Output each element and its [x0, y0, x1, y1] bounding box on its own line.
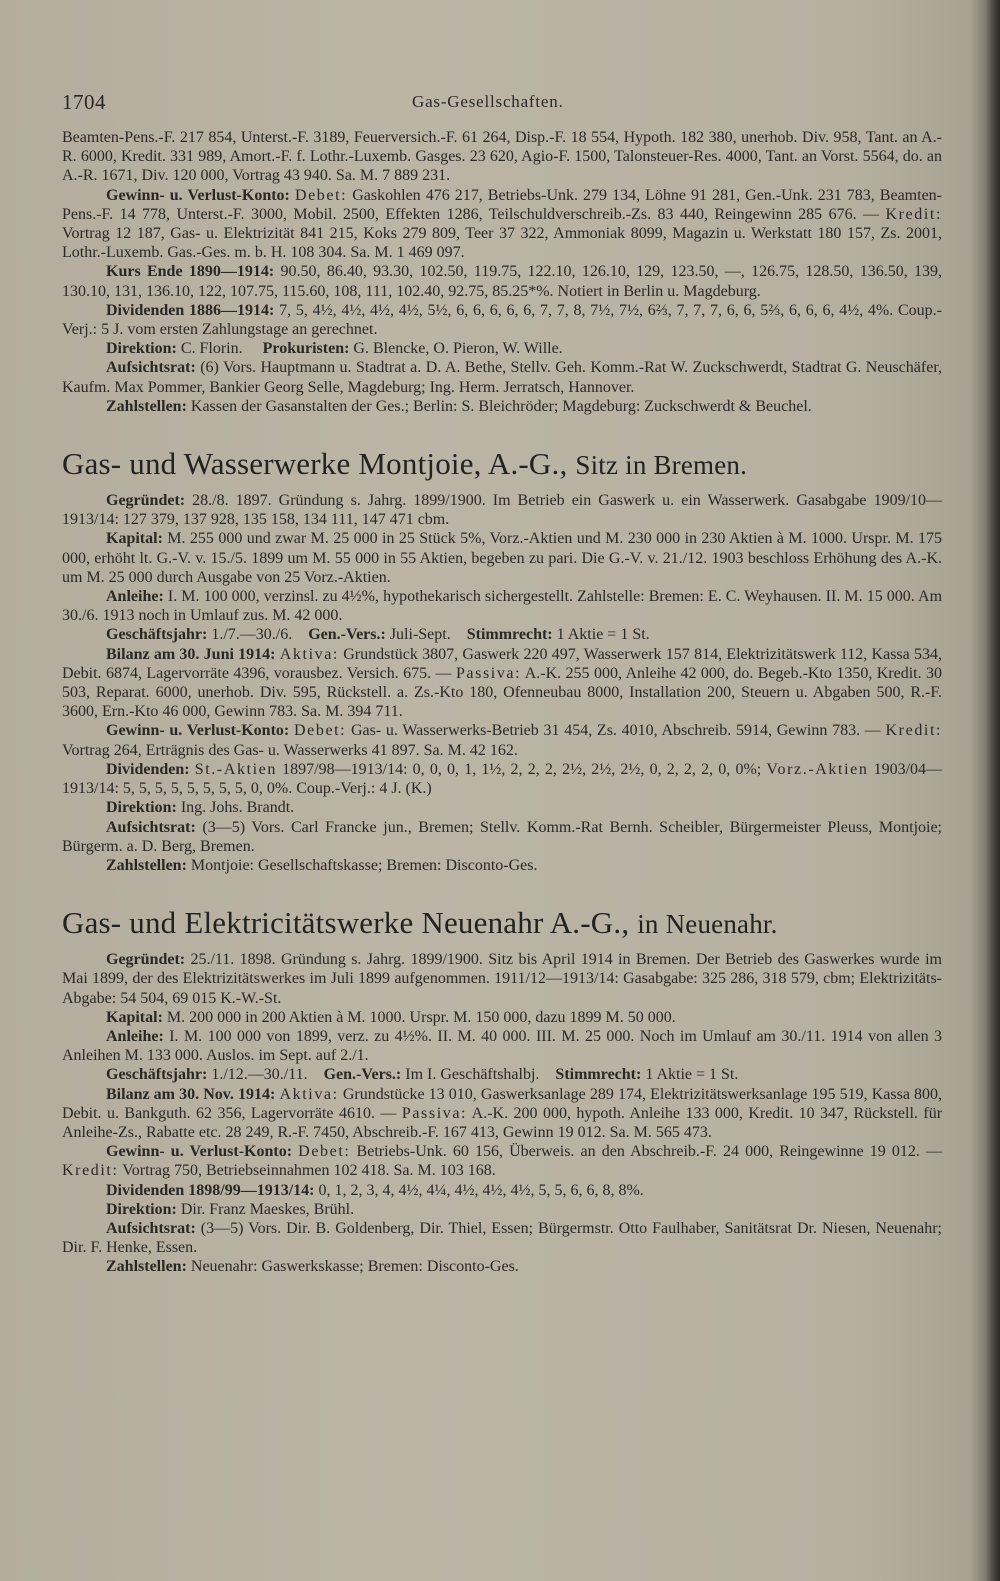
paying-agents-paragraph: Zahlstellen: Neuenahr: Gaswerkskasse; Bremen: Disconto-Ges. [106, 1258, 519, 1276]
balance-paragraph: Bilanz am 30. Nov. 1914: Aktiva: Grundstücke 13 010, Gaswerksanlage 289 174, Elektrizitätswerksanlage 195 519, Kassa 800, Debit. u. Bankguth. 62 356, Lagervorräte 4610. — Passiva: A.-K. 200 000, hypoth. Anleihe 133 000, Kredit. 10 347, Rückstell. für Anleihe-Zs., Rabatte etc. 28 249, R.-F. 7450, Abschreib.-F. 167 413, Gewinn 19 012. Sa. M. 565 473. [62, 1085, 943, 1141]
balance-continuation: Beamten-Pens.-F. 217 854, Unterst.-F. 3189, Feuerversich.-F. 61 264, Disp.-F. 18 554, Hypoth. 182 380, unerhob. Div. 958, Tant. an A.-R. 6000, Kredit. 331 989, Amort.-F. f. Lothr.-Luxemb. Gasges. 23 620, Agio-F. 1500, Talonsteuer-Res. 4000, Tant. an Vorst. 5564, do. an A.-R. 1671, Div. 120 000, Vortrag 43 940. Sa. M. 7 889 231. [62, 129, 942, 185]
direction-paragraph: Direktion: Dir. Franz Maeskes, Brühl. [106, 1200, 355, 1218]
fiscal-year-paragraph: Geschäftsjahr: 1./12.—30./11. Gen.-Vers.: Im I. Geschäftshalbj. Stimmrecht: 1 Aktie = 1 St. [106, 1066, 739, 1084]
profit-loss-paragraph: Gewinn- u. Verlust-Konto: Debet: Gaskohlen 476 217, Betriebs-Unk. 279 134, Löhne 91 281, Gen.-Unk. 231 783, Beamten-Pens.-F. 14 778, Unterst.-F. 3000, Mobil. 2500, Effekten 1286, Teilschuldverschreib.-Zs. 83 440, Reingewinn 285 676. — Kredit: Vortrag 12 187, Gas- u. Elektrizität 841 215, Koks 279 809, Teer 37 322, Ammoniak 8099, Magazin u. Werkstatt 180 157, Zs. 2001, Lothr.-Luxemb. Gas.-Ges. m. b. H. 108 304. Sa. M. 1 469 097. [62, 186, 943, 262]
founded-paragraph: Gegründet: 28./8. 1897. Gründung s. Jahrg. 1899/1900. Im Betrieb ein Gaswerk u. ein Wasserwerk. Gasabgabe 1909/10—1913/14: 127 379, 137 928, 135 158, 134 111, 147 471 cbm. [62, 492, 943, 529]
company-entry-montjoie [62, 446, 942, 875]
running-title: Gas-Gesellschaften. [412, 92, 564, 111]
company-heading: Gas- und Elektricitätswerke Neuenahr A.-G., in Neuenahr. [62, 905, 778, 941]
capital-paragraph: Kapital: M. 255 000 und zwar M. 25 000 in 25 Stück 5%, Vorz.-Aktien und M. 230 000 in 230 Aktien à M. 1000. Urspr. M. 175 000, erhöht lt. G.-V. v. 15./5. 1899 um M. 55 000 in 55 Aktien, begeben zu pari. Die G.-V. v. 21./12. 1903 beschloss Erhöhung des A.-K. um M. 25 000 durch Ausgabe von 25 Vorz.-Aktien. [62, 530, 942, 586]
fiscal-year-paragraph: Geschäftsjahr: 1./7.—30./6. Gen.-Vers.: Juli-Sept. Stimmrecht: 1 Aktie = 1 St. [106, 626, 650, 644]
founded-paragraph: Gegründet: 25./11. 1898. Gründung s. Jahrg. 1899/1900. Sitz bis April 1914 in Bremen. Der Betrieb des Gaswerkes wurde im Mai 1899, der des Elektrizitätswerkes im Juli 1899 aufgenommen. 1911/12—1913/14: Gasabgabe: 325 286, 318 579, cbm; Elektrizitäts-Abgabe: 54 504, 69 015 K.-W.-St. [62, 951, 943, 1007]
supervisory-board-paragraph: Aufsichtsrat: (6) Vors. Hauptmann u. Stadtrat a. D. A. Bethe, Stellv. Geh. Komm.-Rat W. Zuckschwerdt, Stadtrat G. Neuschäfer, Kaufm. Max Pommer, Bankier Georg Selle, Magdeburg; Ing. Herm. Jerratsch, Hannover. [62, 359, 943, 396]
profit-loss-paragraph: Gewinn- u. Verlust-Konto: Debet: Betriebs-Unk. 60 156, Überweis. an den Abschreib.-F. 24 000, Reingewinne 19 012. — Kredit: Vortrag 750, Betriebseinnahmen 102 418. Sa. M. 103 168. [62, 1143, 942, 1180]
paying-agents-paragraph: Zahlstellen: Montjoie: Gesellschaftskasse; Bremen: Disconto-Ges. [106, 856, 538, 874]
dividends-paragraph: Dividenden 1886—1914: 7, 5, 4½, 4½, 4½, 4½, 5½, 6, 6, 6, 6, 6, 7, 7, 8, 7½, 7½, 6⅔, 7, 7, 7, 6, 6, 5⅔, 6, 6, 6, 4½, 4%. Coup.-Verj.: 5 J. vom ersten Zahlungstage an gerechnet. [62, 301, 943, 339]
page-header [62, 90, 942, 116]
text-column [62, 128, 942, 1277]
loan-paragraph: Anleihe: I. M. 100 000, verzinsl. zu 4½%, hypothekarisch sichergestellt. Zahlstelle: Bremen: E. C. Weyhausen. II. M. 15 000. Am 30./6. 1913 noch in Umlauf zus. M. 42 000. [62, 588, 943, 625]
dividends-paragraph: Dividenden: St.-Aktien 1897/98—1913/14: 0, 0, 0, 1, 1½, 2, 2, 2, 2½, 2½, 2½, 0, 2, 2, 2, 0, 0%; Vorz.-Aktien 1903/04—1913/14: 5, 5, 5, 5, 5, 5, 5, 5, 0, 0%. Coup.-Verj.: 4 J. (K.) [62, 760, 943, 798]
loan-paragraph: Anleihe: I. M. 100 000 von 1899, verz. zu 4½%. II. M. 40 000. III. M. 25 000. Noch im Umlauf am 30./11. 1914 von allen 3 Anleihen M. 133 000. Auslos. im Sept. auf 2./1. [62, 1027, 943, 1065]
kurs-paragraph: Kurs Ende 1890—1914: 90.50, 86.40, 93.30, 102.50, 119.75, 122.10, 126.10, 129, 123.50, —, 126.75, 128.50, 136.50, 139, 130.10, 131, 136.10, 122, 107.75, 115.60, 108, 111, 102.40, 92.75, 85.25*%. Notiert in Berlin u. Magdeburg. [62, 263, 943, 300]
page-number: 1704 [62, 90, 106, 114]
direction-paragraph: Direktion: C. Florin. Prokuristen: G. Blencke, O. Pieron, W. Wille. [106, 340, 563, 358]
intro-block [62, 128, 942, 416]
profit-loss-paragraph: Gewinn- u. Verlust-Konto: Debet: Gas- u. Wasserwerks-Betrieb 31 454, Zs. 4010, Abschreib. 5914, Gewinn 783. — Kredit: Vortrag 264, Erträgnis des Gas- u. Wasserwerks 41 897. Sa. M. 42 162. [62, 722, 943, 759]
supervisory-board-paragraph: Aufsichtsrat: (3—5) Vors. Carl Francke jun., Bremen; Stellv. Komm.-Rat Bernh. Scheibler, Bürgermeister Pleuss, Montjoie; Bürgerm. a. D. Berg, Bremen. [62, 818, 943, 855]
paying-agents-paragraph: Zahlstellen: Kassen der Gasanstalten der Ges.; Berlin: S. Bleichröder; Magdeburg: Zuckschwerdt & Beuchel. [106, 397, 812, 415]
balance-paragraph: Bilanz am 30. Juni 1914: Aktiva: Grundstück 3807, Gaswerk 220 497, Wasserwerk 157 814, Elektrizitätswerk 112, Kassa 534, Debit. 6874, Lagervorräte 4396, vorausbez. Versich. 675. — Passiva: A.-K. 255 000, Anleihe 42 000, do. Begeb.-Kto 1350, Kredit. 30 503, Reparat. 6000, unerhob. Div. 595, Rückstell. a. Zs.-Kto 180, Ofenneubau 8000, Installation 200, Steuern u. Abgaben 500, R.-F. 3600, Ern.-Kto 46 000, Gewinn 783. Sa. M. 394 711. [62, 645, 943, 721]
company-entry-neuenahr [62, 905, 942, 1276]
direction-paragraph: Direktion: Ing. Johs. Brandt. [106, 799, 295, 817]
supervisory-board-paragraph: Aufsichtsrat: (3—5) Vors. Dir. B. Goldenberg, Dir. Thiel, Essen; Bürgermstr. Otto Faulhaber, Sanitätsrat Dr. Niesen, Neuenahr; Dir. F. Henke, Essen. [62, 1219, 942, 1257]
company-heading: Gas- und Wasserwerke Montjoie, A.-G., Sitz in Bremen. [62, 446, 748, 482]
capital-paragraph: Kapital: M. 200 000 in 200 Aktien à M. 1000. Urspr. M. 150 000, dazu 1899 M. 50 000. [106, 1008, 676, 1026]
dividends-paragraph: Dividenden 1898/99—1913/14: 0, 1, 2, 3, 4, 4½, 4¼, 4½, 4½, 4½, 5, 5, 6, 6, 8, 8%. [106, 1181, 644, 1199]
